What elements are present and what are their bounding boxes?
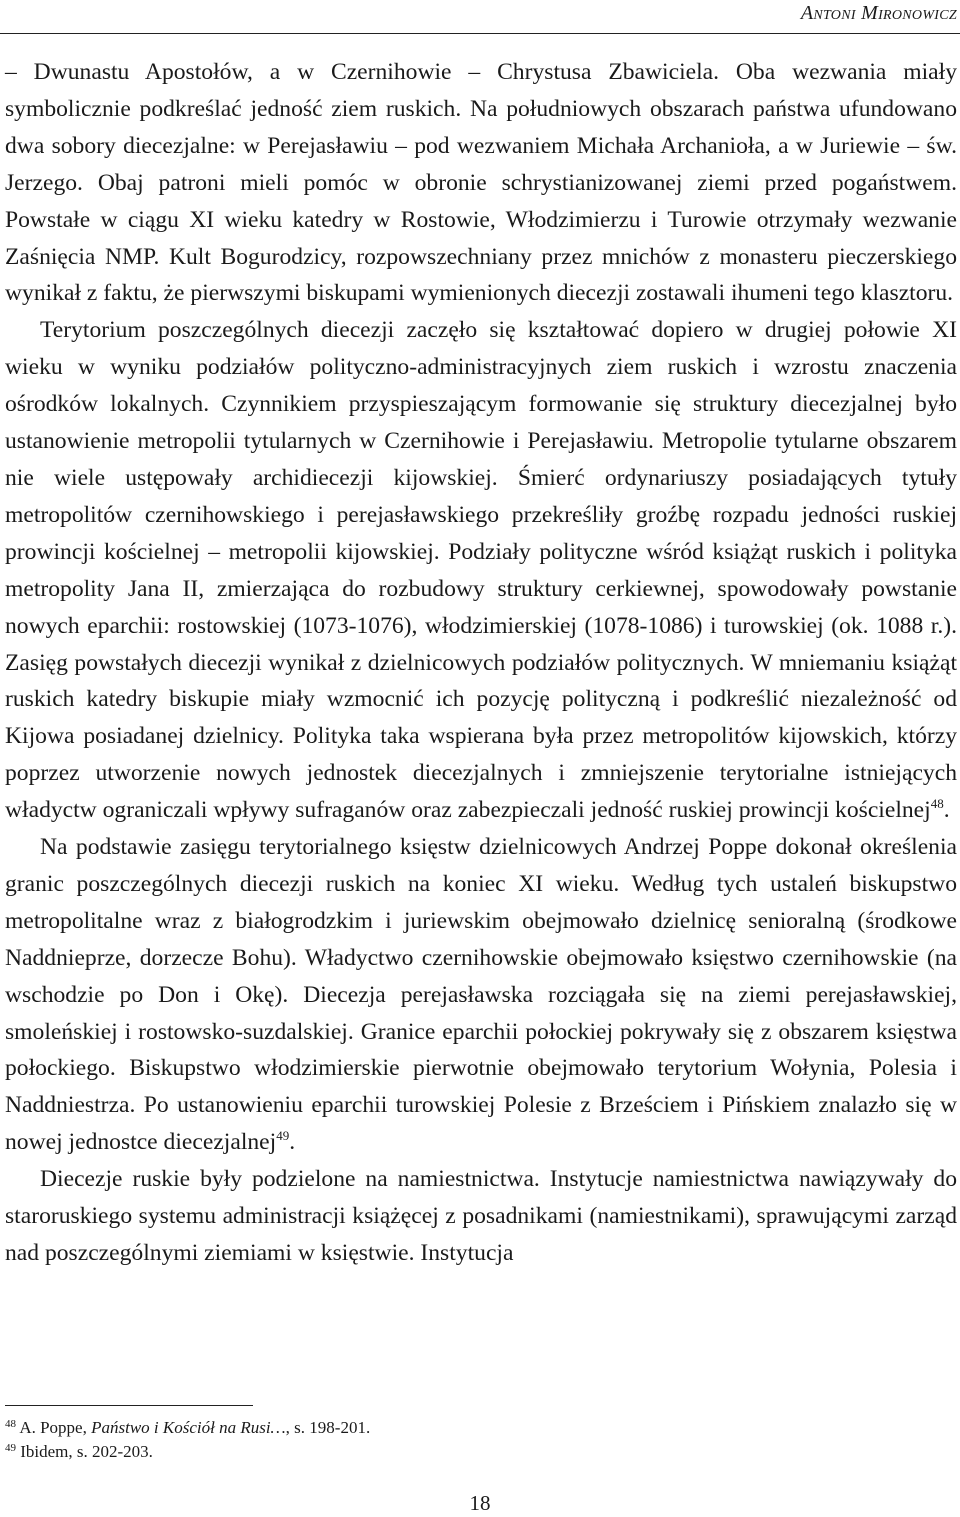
header-rule bbox=[0, 33, 960, 34]
footnote-text: Ibidem, s. 202-203. bbox=[20, 1442, 153, 1461]
paragraph-3 bbox=[5, 829, 957, 1161]
footnote-ref-49[interactable]: 49 bbox=[276, 1128, 290, 1144]
paragraph-3-text: Na podstawie zasięgu terytorialnego księstw dzielnicowych Andrzej Poppe dokonał określenia granic poszczególnych diecezji ruskich na koniec XI wieku. Według tych ustaleń biskupstwo metropolitalne wraz z białogrodzkim i juriewskim obejmowało dzielnicę senioralną (środkowe Naddnieprze, dorzecze Bohu). Władyctwo czernihowskie obejmowało księstwo czernihowskie (na wschodzie po Don i Okę). Diecezja perejasławska rozciągała się na ziemi perejasławskiej, smoleńskiej i rostowsko-suzdalskiej. Granice eparchii połockiej pokrywały się z obszarem księstwa połockiego. Biskupstwo włodzimierskie pierwotnie obejmowało terytorium Wołynia, Polesia i Naddniestrza. Po ustanowieniu eparchii turowskiej Polesie z Brześciem i Pińskiem znalazło się w nowej jednostce diecezjalnej bbox=[5, 834, 957, 1156]
footnote-ref-48[interactable]: 48 bbox=[930, 796, 944, 812]
paragraph-1-text: – Dwunastu Apostołów, a w Czernihowie – Chrystusa Zbawiciela. Oba wezwania miały symbolicznie podkreślać jedność ziem ruskich. Na południowych obszarach państwa ufundowano dwa sobory diecezjalne: w Perejasławiu – pod wezwaniem Michała Archanioła, a w Juriewie – św. Jerzego. Obaj patroni mieli pomóc w obronie schrystianizowanej ziemi przed pogaństwem. Powstałe w ciągu XI wieku katedry w Rostowie, Włodzimierzu i Turowie otrzymały wezwanie Zaśnięcia NMP. Kult Bogurodzicy, rozpowszechniany przez mnichów z monasteru pieczerskiego wynikał z faktu, że pierwszymi biskupami wymienionych diecezji zostawali ihumeni tego klasztoru. bbox=[5, 59, 957, 307]
footnote-text: A. Poppe, bbox=[19, 1418, 92, 1437]
running-head bbox=[0, 0, 957, 36]
footnote-rule bbox=[5, 1405, 253, 1406]
footnote-49 bbox=[5, 1440, 905, 1464]
footnote-pages: , s. 198-201. bbox=[285, 1418, 371, 1437]
footnotes bbox=[5, 1416, 905, 1464]
page-number: 18 bbox=[469, 1491, 491, 1515]
paragraph-4 bbox=[5, 1161, 957, 1272]
footnote-cited-title: Państwo i Kościół na Rusi… bbox=[91, 1418, 286, 1437]
footnote-number: 49 bbox=[5, 1442, 16, 1454]
paragraph-4-text: Diecezje ruskie były podzielone na namiestnictwa. Instytucje namiestnictwa nawiązywały do staroruskiego systemu administracji książęcej z posadnikami (namiestnikami), sprawującymi zarząd nad poszczególnymi ziemiami w księstwie. Instytucja bbox=[5, 1166, 957, 1266]
paragraph-2-end: . bbox=[943, 797, 950, 824]
body-text bbox=[5, 54, 957, 1272]
footnote-number: 48 bbox=[5, 1418, 16, 1430]
footnote-48 bbox=[5, 1416, 905, 1440]
running-head-author: Antoni Mironowicz bbox=[800, 2, 957, 24]
paragraph-1 bbox=[5, 54, 957, 312]
paragraph-3-end: . bbox=[289, 1129, 296, 1156]
paragraph-2 bbox=[5, 312, 957, 829]
paragraph-2-text: Terytorium poszczególnych diecezji zaczęło się kształtować dopiero w drugiej połowie XI wieku w wyniku podziałów polityczno-administracyjnych ziem ruskich i wzrostu znaczenia ośrodków lokalnych. Czynnikiem przyspieszającym formowanie się struktury diecezjalnej było ustanowienie metropolii tytularnych w Czernihowie i Perejasławiu. Metropolie tytularne obszarem nie wiele ustępowały archidiecezji kijowskiej. Śmierć ordynariuszy posiadających tytuły metropolitów czernihowskiego i perejasławskiego przekreśliły groźbę rozpadu jedności ruskiej prowincji kościelnej – metropolii kijowskiej. Podziały polityczne wśród książąt ruskich i polityka metropolity Jana II, zmierzająca do rozbudowy struktury cerkiewnej, spowodowały powstanie nowych eparchii: rostowskiej (1073-1076), włodzimierskiej (1078-1086) i turowskiej (ok. 1088 r.). Zasięg powstałych diecezji wynikał z dzielnicowych podziałów politycznych. W mniemaniu książąt ruskich katedry biskupie miały wzmocnić ich pozycję polityczną i podkreślić niezależność od Kijowa posiadanej dzielnicy. Polityka taka wspierana była przez metropolitów kijowskich, którzy poprzez utworzenie nowych jednostek diecezjalnych i zmniejszenie terytorialne istniejących władyctw ograniczali wpływy sufraganów oraz zabezpieczali jedność ruskiej prowincji kościelnej bbox=[5, 317, 957, 824]
